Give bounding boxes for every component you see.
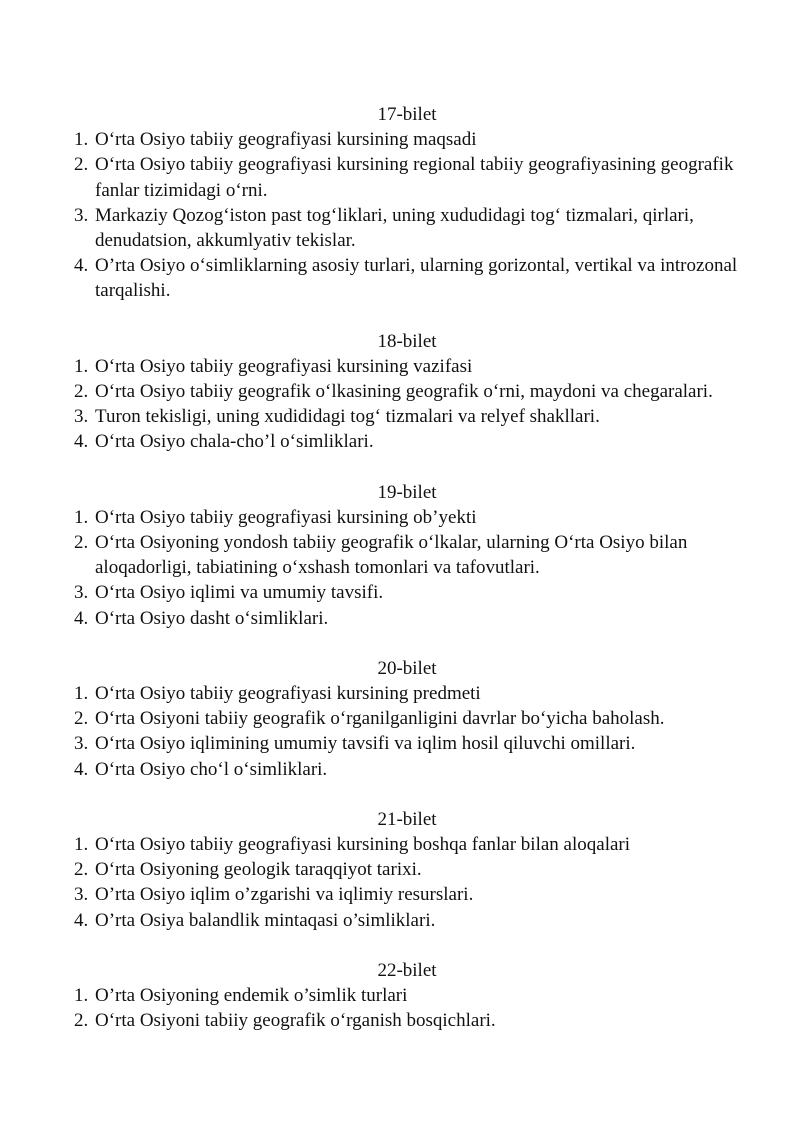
question-text: O‘rta Osiyo iqlimining umumiy tavsifi va iqlim hosil qiluvchi omillari. (95, 733, 636, 755)
ticket-section (74, 958, 740, 1034)
ticket-section (74, 102, 740, 304)
question-item (74, 404, 740, 429)
ticket-title: 17-bilet (377, 104, 437, 125)
question-item (74, 757, 740, 782)
question-text: O‘rta Osiyoning geologik taraqqiyot tarixi. (95, 859, 422, 881)
question-text: O‘rta Osiyoni tabiiy geografik o‘rganish bosqichlari. (95, 1010, 496, 1032)
question-text: O’rta Osiyo iqlim o’zgarishi va iqlimiy resurslari. (95, 884, 474, 906)
question-list (74, 983, 740, 1033)
question-item (74, 857, 740, 882)
question-text: O‘rta Osiyo cho‘l o‘simliklari. (95, 758, 328, 780)
question-text: O‘rta Osiyo iqlimi va umumiy tavsifi. (95, 582, 384, 604)
question-list (74, 354, 740, 455)
ticket-title: 20-bilet (377, 657, 437, 679)
question-item (74, 505, 740, 530)
question-item (74, 706, 740, 731)
question-number: 2. (74, 708, 89, 730)
question-number: 3. (74, 406, 89, 428)
question-text: O‘rta Osiyo chala-cho’l o‘simliklari. (95, 431, 374, 453)
question-text: O’rta Osiya balandlik mintaqasi o’simliklari. (95, 909, 436, 931)
question-number: 2. (74, 1010, 89, 1032)
question-number: 4. (74, 909, 89, 931)
ticket-title: 22-bilet (377, 959, 437, 981)
question-item (74, 127, 740, 152)
question-number: 1. (74, 129, 89, 151)
question-item (74, 606, 740, 631)
question-text: O‘rta Osiyo tabiiy geografiyasi kursining regional tabiiy geografiyasining geografik fanlar tizimidagi o‘rni. (95, 154, 734, 201)
question-item (74, 354, 740, 379)
question-text: O’rta Osiyoning endemik o’simlik turlari (95, 985, 408, 1007)
question-text: O‘rta Osiyo tabiiy geografiyasi kursining maqsadi (95, 129, 477, 151)
question-number: 2. (74, 859, 89, 881)
question-number: 1. (74, 834, 89, 856)
question-item (74, 882, 740, 907)
question-item (74, 908, 740, 933)
question-text: O‘rta Osiyoning yondosh tabiiy geografik o‘lkalar, ularning O‘rta Osiyo bilan aloqadorligi, tabiatining o‘xshash tomonlari va tafovutlari. (95, 532, 688, 579)
question-number: 3. (74, 884, 89, 906)
question-item (74, 379, 740, 404)
question-item (74, 832, 740, 857)
question-number: 2. (74, 532, 89, 554)
question-text: O‘rta Osiyo tabiiy geografiyasi kursining boshqa fanlar bilan aloqalari (95, 834, 631, 856)
ticket-title: 21-bilet (377, 808, 437, 830)
question-number: 2. (74, 381, 89, 403)
question-number: 1. (74, 985, 89, 1007)
question-number: 4. (74, 255, 89, 277)
question-number: 3. (74, 582, 89, 604)
question-item (74, 530, 740, 580)
question-item (74, 1008, 740, 1033)
ticket-title: 19-bilet (377, 481, 437, 503)
question-number: 2. (74, 154, 89, 176)
question-item (74, 983, 740, 1008)
ticket-title: 18-bilet (377, 330, 437, 352)
question-number: 1. (74, 506, 89, 528)
question-text: O‘rta Osiyo dasht o‘simliklari. (95, 607, 329, 629)
question-number: 3. (74, 204, 89, 226)
question-text: Turon tekisligi, uning xudididagi tog‘ tizmalari va relyef shakllari. (95, 406, 600, 428)
question-list (74, 127, 740, 303)
question-number: 4. (74, 607, 89, 629)
question-list (74, 505, 740, 631)
question-text: O‘rta Osiyoni tabiiy geografik o‘rganilganligini davrlar bo‘yicha baholash. (95, 708, 665, 730)
question-item (74, 253, 740, 303)
question-item (74, 203, 740, 253)
question-text: O‘rta Osiyo tabiiy geografiyasi kursining predmeti (95, 683, 481, 705)
ticket-section (74, 807, 740, 933)
question-text: O’rta Osiyo o‘simliklarning asosiy turlari, ularning gorizontal, vertikal va introzonal tarqalishi. (95, 255, 738, 302)
ticket-list (74, 102, 740, 1034)
ticket-section (74, 656, 740, 782)
question-item (74, 152, 740, 202)
ticket-section (74, 480, 740, 631)
question-number: 4. (74, 758, 89, 780)
question-text: Markaziy Qozog‘iston past tog‘liklari, uning xududidagi tog‘ tizmalari, qirlari, denudatsion, akkumlyativ tekislar. (95, 204, 694, 252)
question-item (74, 681, 740, 706)
question-text: O‘rta Osiyo tabiiy geografik o‘lkasining geografik o‘rni, maydoni va chegaralari. (95, 381, 713, 403)
question-list (74, 832, 740, 933)
question-number: 1. (74, 683, 89, 705)
question-number: 1. (74, 355, 89, 377)
question-number: 4. (74, 431, 89, 453)
question-text: O‘rta Osiyo tabiiy geografiyasi kursining vazifasi (95, 355, 473, 377)
question-list (74, 681, 740, 782)
question-item (74, 731, 740, 756)
question-number: 3. (74, 733, 89, 755)
ticket-section (74, 329, 740, 455)
question-text: O‘rta Osiyo tabiiy geografiyasi kursining ob’yekti (95, 506, 477, 528)
question-item (74, 429, 740, 454)
question-item (74, 580, 740, 605)
